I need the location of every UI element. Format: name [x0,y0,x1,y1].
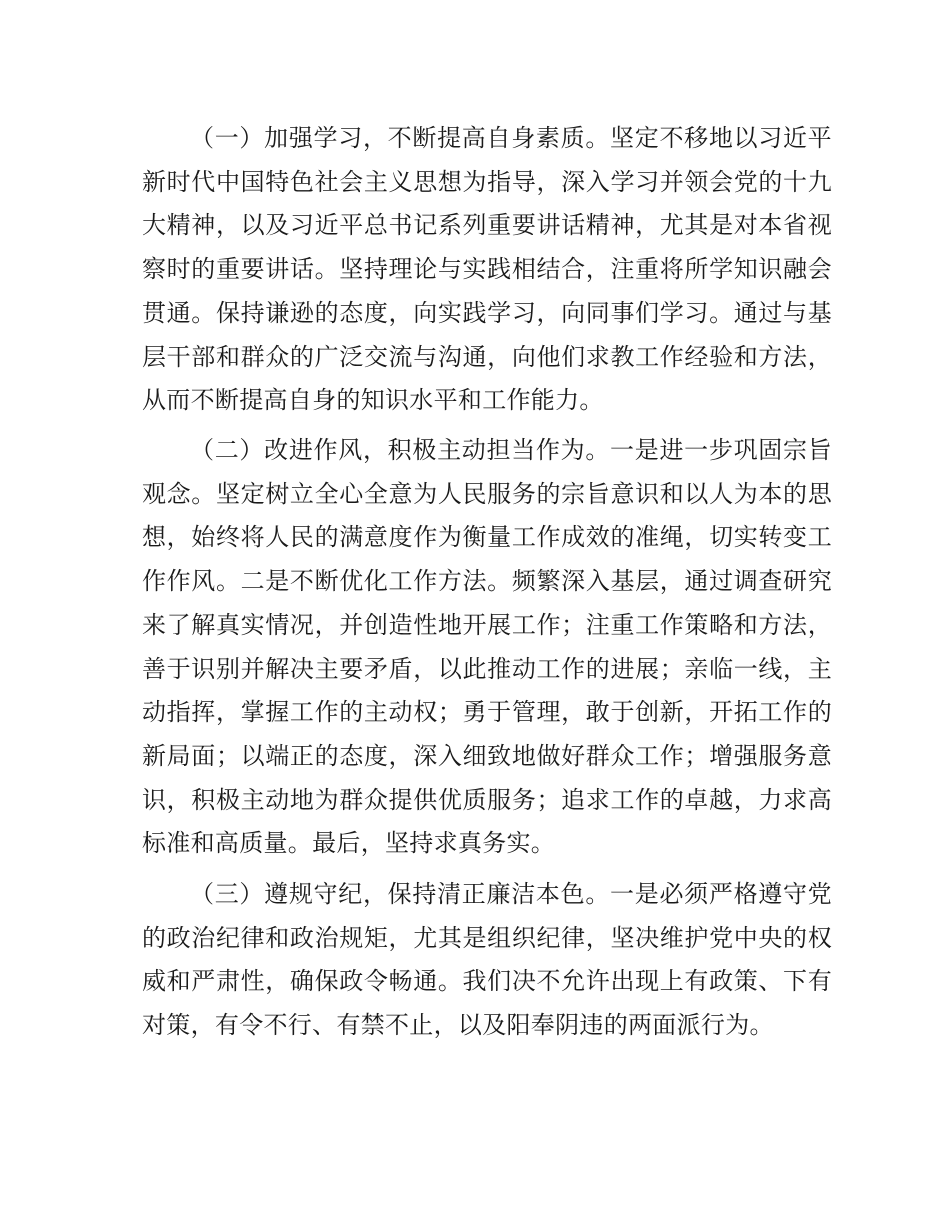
paragraph-strengthen-learning: （一）加强学习，不断提高自身素质。坚定不移地以习近平新时代中国特色社会主义思想为指导，深入学习并领会党的十九大精神，以及习近平总书记系列重要讲话精神，尤其是对本省视察时的重要讲话。坚持理论与实践相结合，注重将所学知识融会贯通。保持谦逊的态度，向实践学习，向同事们学习。通过与基层干部和群众的广泛交流与沟通，向他们求教工作经验和方法，从而不断提高自身的知识水平和工作能力。 [142,124,832,415]
paragraph-improve-work-style: （二）改进作风，积极主动担当作为。一是进一步巩固宗旨观念。坚定树立全心全意为人民服务的宗旨意识和以人为本的思想，始终将人民的满意度作为衡量工作成效的准绳，切实转变工作作风。二是不断优化工作方法。频繁深入基层，通过调查研究来了解真实情况，并创造性地开展工作；注重工作策略和方法，善于识别并解决主要矛盾，以此推动工作的进展；亲临一线，主动指挥，掌握工作的主动权；勇于管理，敢于创新，开拓工作的新局面；以端正的态度，深入细致地做好群众工作；增强服务意识，积极主动地为群众提供优质服务；追求工作的卓越，力求高标准和高质量。最后，坚持求真务实。 [142,436,832,858]
paragraph-discipline-integrity: （三）遵规守纪，保持清正廉洁本色。一是必须严格遵守党的政治纪律和政治规矩，尤其是组织纪律，坚决维护党中央的权威和严肃性，确保政令畅通。我们决不允许出现上有政策、下有对策，有令不行、有禁不止，以及阳奉阴违的两面派行为。 [142,880,832,1040]
